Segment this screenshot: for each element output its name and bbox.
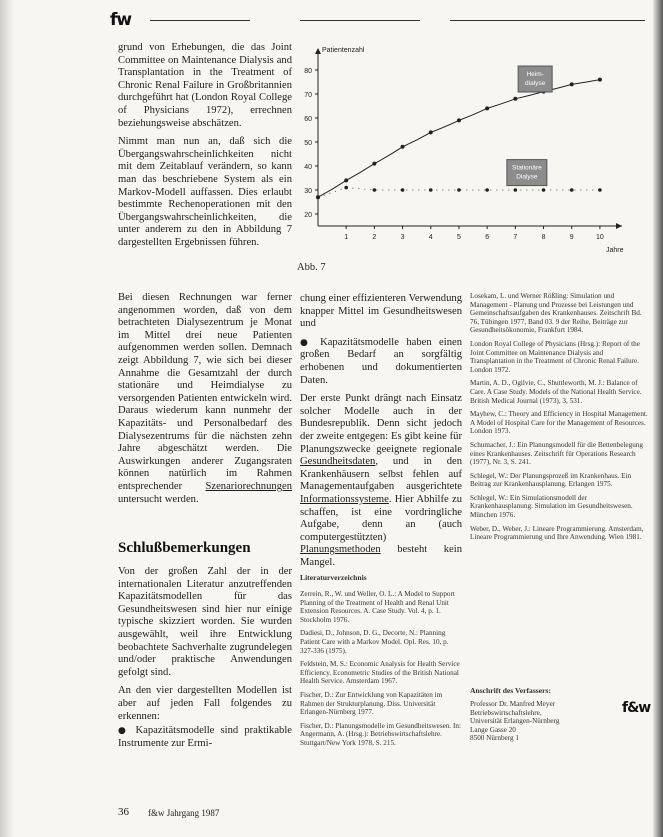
link-gesundheitsdaten[interactable]: Gesundheitsdaten: [300, 456, 376, 468]
data-point-stationaer: [429, 188, 433, 192]
paragraph: Von der großen Zahl der in der internationalen Literatur anzutreffenden Kapazitätsmodellen für das Gesundheitswesen sind hier nur einige typische skizziert worden. Sie wurden ausgewählt, weil ihre Entwicklung beobachtete Sachverhalte zugrundelegen und/oder praktische Anwendungen gefolgt sind.: [118, 566, 292, 678]
data-point-heimdialyse: [513, 97, 517, 101]
figure-caption: Abb. 7: [297, 262, 326, 273]
reference-item: Schumacher, J.: Ein Planungsmodell für die Bettenbelegung eines Krankenhauses. Zeitschrift für Operations Research (1977), Nr. 3, S. 241.: [470, 440, 643, 467]
footer-logo: f&w: [622, 700, 651, 716]
page-shadow-left: [0, 0, 14, 837]
x-axis-label: Jahre: [606, 247, 624, 254]
reference-item: Schlegel, W.: Der Planungsprozeß im Krankenhaus. Ein Beitrag zur Krankenhausplanung. Erlangen 1975.: [470, 471, 632, 489]
data-point-heimdialyse: [598, 78, 602, 82]
references-list-middle: [300, 590, 462, 753]
y-tick-label: 70: [304, 92, 312, 99]
data-point-heimdialyse: [344, 178, 348, 182]
bullet-item: ● Kapazitätsmodelle sind praktikable Instrumente zur Ermi-: [118, 725, 292, 749]
link-szenariorechnungen[interactable]: Szenariorechnungen: [205, 480, 292, 492]
x-tick-label: 5: [456, 234, 461, 241]
paragraph: An den vier dargestellten Modellen ist aber auf jeden Fall folgendes zu erkennen:: [118, 685, 292, 722]
reference-item: Weber, D., Weber, J.: Lineare Programmierung. Amsterdam, Lineare Programmierung und Ihre Anwendung. Wien 1981.: [470, 524, 644, 542]
x-tick-label: 4: [428, 234, 433, 241]
x-tick-label: 9: [569, 234, 574, 241]
legend-box-heimdialyse: [518, 66, 552, 92]
x-tick-label: 7: [513, 234, 518, 241]
reference-item: Martin, A. D., Ogilvie, C., Shuttleworth, M. J.: Balance of Care. A Case Study. Models of the National Health Service. British Medical Journal (1973), 3, 531.: [470, 379, 642, 405]
data-point-heimdialyse: [429, 130, 433, 134]
data-point-stationaer: [514, 188, 518, 192]
line-chart: [296, 40, 646, 264]
bullet-icon: ●: [300, 337, 313, 348]
data-point-heimdialyse: [401, 145, 405, 149]
x-tick-label: 2: [372, 234, 377, 241]
paragraph: Der erste Punkt drängt nach Einsatz solcher Modelle auch in der Bundesrepublik. Denn sicht jedoch der zweite entgegen: Es gibt keine für Planungszwecke geeignete regionale Gesundheitsdaten, und in den Krankenhäusern selbst fehlen auf Managementaufgaben ausgerichtete Informationssysteme. Hier Abhilfe zu schaffen, ist eine vordringliche Aufgabe, denn an (auch computergestützten) Planungsmethoden besteht kein Mangel.: [300, 393, 462, 568]
references-heading: Literaturverzeichnis: [300, 573, 367, 582]
data-point-stationaer: [316, 195, 320, 199]
references-list-right: [470, 292, 648, 547]
y-tick-label: 40: [304, 164, 312, 171]
middle-column: [300, 293, 462, 575]
bullet-item: ● Kapazitätsmodelle haben einen großen Bedarf an sorgfältig erhobenen und dokumentierten Daten.: [300, 336, 462, 386]
legend-label-stationaer: Dialyse: [516, 173, 538, 181]
legend-label-stationaer: Stationäre: [512, 164, 542, 172]
reference-item: Mayhew, C.: Theory and Efficiency in Hospital Management. A Model of Hospital Care for the Management of Resources. London 1973.: [470, 410, 648, 436]
series-line-heimdialyse: [318, 80, 600, 198]
page-shadow-right: [653, 0, 663, 837]
reference-item: Schlegel, W.: Ein Simulationsmodell der Krankenhausplanung. Simulation im Gesundheitswesen. München 1976.: [470, 493, 633, 520]
link-planungsmethoden[interactable]: Planungsmethoden: [300, 544, 381, 556]
y-tick-label: 80: [304, 68, 312, 75]
y-tick-label: 30: [304, 188, 312, 195]
reference-item: Fischer, D.: Planungsmodelle im Gesundheitswesen. In: Angermann, A. (Hrsg.): Betriebswirtschaftslehre. Stuttgart/New York 1978, S. 215.: [300, 721, 462, 747]
journal-logo: fw: [110, 10, 132, 30]
data-point-heimdialyse: [570, 82, 574, 86]
x-axis-arrow-icon: [616, 223, 622, 229]
data-point-stationaer: [373, 188, 377, 192]
data-point-heimdialyse: [457, 118, 461, 122]
bullet-icon: ●: [118, 726, 130, 737]
data-point-stationaer: [344, 186, 348, 190]
reference-item: Feldstein, M. S.: Economic Analysis for Health Service Efficiency. Econometric Studies of the British National Health Service. Amsterdam 1967.: [300, 660, 460, 686]
author-line: 8500 Nürnberg 1: [470, 734, 519, 743]
x-tick-label: 6: [485, 234, 490, 241]
paragraph: Bei diesen Rechnungen war ferner angenommen worden, daß von dem betrachteten Dialysezentrum je Monat im Mittel drei neue Patienten aufgenommen werden sollen. Demnach zeigt Abbildung 7, wie sich bei dieser Annahme die Gesamtzahl der durch stationäre und Heimdialyse zu versorgenden Patienten entwickeln wird. Daraus wiederum kann nunmehr der Kapazitäts- und Personalbedarf des Dialysezentrums für die nächsten zehn Jahre abgeschätzt werden. Die Auswirkungen anderer Zugangsraten können natürlich im Rahmen entsprechender Szenariorechnungen untersucht werden.: [118, 292, 292, 505]
data-point-heimdialyse: [485, 106, 489, 110]
data-point-stationaer: [598, 188, 602, 192]
legend-label-heimdialyse: dialyse: [525, 80, 546, 87]
data-point-stationaer: [401, 188, 405, 192]
reference-item: Dadiesi, D., Johnson, D. G., Decorte, N.: Planning Patient Care with a Markov Model. Opl. Res. 10, p. 327-336 (1975).: [300, 629, 449, 655]
paragraph: grund von Erhebungen, die das Joint Committee on Maintenance Dialysis and Transplantation in the Treatment of Chronic Renal Failure in Großbritannien durchgeführt hat (London Royal College of Physicians 1972), errechnen beziehungsweise abschätzen.: [118, 42, 292, 129]
author-line: Professor Dr. Manfred Meyer: [470, 700, 556, 708]
author-line: Universität Erlangen-Nürnberg: [470, 717, 560, 726]
y-axis-arrow-icon: [315, 48, 321, 54]
y-tick-label: 50: [304, 140, 312, 147]
link-informationssysteme[interactable]: Informationssysteme: [300, 493, 389, 505]
reference-item: Losekam, L. und Werner Rößling: Simulation und Management - Planung und Prozesse bei Leistungen und Gemeinschaftsaufgaben des Krankenhauses. Zeitschrift Bd. 76, Tübingen 1977, Band 03. 9 der Reihe, Beiträge zur Gesundheitsökonomie, Frankfurt 1984.: [470, 292, 642, 335]
data-point-stationaer: [485, 188, 489, 192]
y-tick-label: 60: [304, 116, 312, 123]
author-line: Lange Gasse 20: [470, 725, 516, 734]
journal-footer: f&w Jahrgang 1987: [148, 808, 220, 818]
left-column-top: [118, 42, 292, 256]
section-heading: Schlußbemerkungen: [118, 540, 251, 556]
reference-item: Zerrein, R., W. und Weller, O. L.: A Model to Support Planning of the Treatment of Health and Renal Unit Extension Resources. A. Case Study. Vol. 4, p. 1. Stockholm 1976.: [300, 590, 455, 624]
legend-label-heimdialyse: Heim-: [526, 71, 544, 78]
x-tick-label: 3: [400, 234, 405, 241]
author-line: Betriebswirtschaftslehre,: [470, 708, 542, 717]
x-tick-label: 1: [344, 234, 349, 241]
legend-box-stationaer: [507, 160, 547, 186]
header-rule-1: [150, 20, 250, 21]
page-number: 36: [118, 806, 129, 818]
author-heading: Anschrift des Verfassers:: [470, 686, 551, 695]
data-point-stationaer: [457, 188, 461, 192]
paragraph: Nimmt man nun an, daß sich die Übergangswahrscheinlichkeiten nicht mit dem Zeitablauf verändern, so kann man das beschriebene System als ein Markov-Modell auffassen. Dies erlaubt bestimmte Rechenoperationen mit den Übergangswahrscheinlichkeiten, die unter anderem zu den in Abbildung 7 dargestellten Ergebnissen führen.: [118, 136, 292, 248]
y-axis-label: Patientenzahl: [322, 47, 365, 54]
data-point-stationaer: [570, 188, 574, 192]
left-column-bottom: [118, 566, 292, 756]
data-point-stationaer: [542, 188, 546, 192]
author-address: [470, 700, 630, 743]
header-rule-2: [300, 20, 420, 21]
paragraph: chung einer effizienteren Verwendung knapper Mittel im Gesundheitswesen und: [300, 293, 462, 330]
data-point-heimdialyse: [372, 162, 376, 166]
reference-item: London Royal College of Physicians (Hrsg.): Report of the Joint Committee on Maintenance Dialysis and Transplantation in the Treatment of Chronic Renal Failure. London 1972.: [470, 339, 640, 374]
header-rule-3: [450, 20, 645, 21]
x-tick-label: 8: [541, 234, 546, 241]
x-tick-label: 10: [596, 234, 604, 241]
y-tick-label: 20: [304, 212, 312, 219]
left-column-middle: [118, 292, 292, 512]
reference-item: Fischer, D.: Zur Entwicklung von Kapazitäten im Rahmen der Strukturplanung. Diss. Universität Erlangen-Nürnberg 1977.: [300, 690, 443, 717]
